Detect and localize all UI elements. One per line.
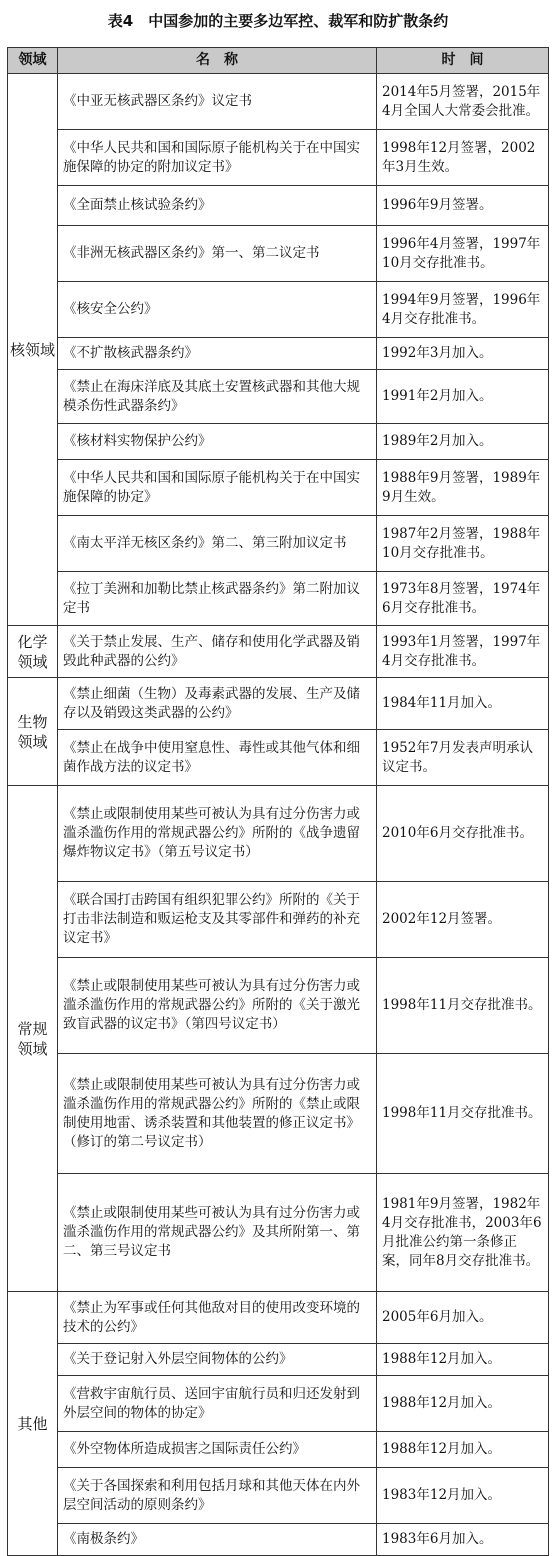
treaty-name-cell: 《禁止细菌（生物）及毒素武器的发展、生产及储存以及销毁这类武器的公约》 xyxy=(58,678,377,730)
domain-cell: 常规 领域 xyxy=(8,786,58,1292)
treaty-time-cell: 1952年7月发表声明承认议定书。 xyxy=(377,730,549,786)
table-row xyxy=(8,516,549,572)
treaty-time-cell: 2002年12月签署。 xyxy=(377,882,549,958)
treaty-name-cell: 《联合国打击跨国有组织犯罪公约》所附的《关于打击非法制造和贩运枪支及其零部件和弹药的补充议定书》 xyxy=(58,882,377,958)
treaty-name-cell: 《禁止或限制使用某些可被认为具有过分伤害力或滥杀滥伤作用的常规武器公约》及其所附第一、第二、第三号议定书 xyxy=(58,1174,377,1292)
treaty-time-cell: 1998年11月交存批准书。 xyxy=(377,958,549,1054)
treaty-name-cell: 《不扩散核武器条约》 xyxy=(58,338,377,370)
table-row xyxy=(8,186,549,226)
treaty-name-cell: 《南极条约》 xyxy=(58,1524,377,1556)
treaty-time-cell: 1988年9月签署，1989年9月生效。 xyxy=(377,460,549,516)
treaty-name-cell: 《拉丁美洲和加勒比禁止核武器条约》第二附加议定书 xyxy=(58,572,377,626)
header-name: 名 称 xyxy=(58,48,377,74)
treaty-name-cell: 《南太平洋无核区条约》第二、第三附加议定书 xyxy=(58,516,377,572)
treaty-name-cell: 《中华人民共和国和国际原子能机构关于在中国实施保障的协定的附加议定书》 xyxy=(58,130,377,186)
table-row xyxy=(8,460,549,516)
table-row xyxy=(8,74,549,130)
table-body xyxy=(8,74,549,1556)
treaty-time-cell: 2010年6月交存批准书。 xyxy=(377,786,549,882)
treaty-name-cell: 《中亚无核武器区条约》议定书 xyxy=(58,74,377,130)
table-row xyxy=(8,1468,549,1524)
treaty-time-cell: 1983年12月加入。 xyxy=(377,1468,549,1524)
treaty-time-cell: 1988年12月加入。 xyxy=(377,1432,549,1468)
treaty-name-cell: 《禁止在战争中使用窒息性、毒性或其他气体和细菌作战方法的议定书》 xyxy=(58,730,377,786)
treaty-time-cell: 1996年9月签署。 xyxy=(377,186,549,226)
treaty-time-cell: 1987年2月签署，1988年10月交存批准书。 xyxy=(377,516,549,572)
table-row xyxy=(8,226,549,282)
domain-cell: 化学 领域 xyxy=(8,626,58,678)
table-row xyxy=(8,958,549,1054)
table-row xyxy=(8,1376,549,1432)
treaty-name-cell: 《核安全公约》 xyxy=(58,282,377,338)
treaty-time-cell: 1998年11月交存批准书。 xyxy=(377,1054,549,1174)
treaty-name-cell: 《非洲无核武器区条约》第一、第二议定书 xyxy=(58,226,377,282)
treaty-time-cell: 1993年1月签署，1997年4月交存批准书。 xyxy=(377,626,549,678)
header-domain: 领域 xyxy=(8,48,58,74)
treaty-time-cell: 1996年4月签署，1997年10月交存批准书。 xyxy=(377,226,549,282)
treaty-name-cell: 《禁止或限制使用某些可被认为具有过分伤害力或滥杀滥伤作用的常规武器公约》所附的《禁止或限制使用地雷、诱杀装置和其他装置的修正议定书》（修订的第二号议定书） xyxy=(58,1054,377,1174)
treaty-name-cell: 《禁止或限制使用某些可被认为具有过分伤害力或滥杀滥伤作用的常规武器公约》所附的《战争遗留爆炸物议定书》（第五号议定书） xyxy=(58,786,377,882)
table-row xyxy=(8,730,549,786)
header-time: 时 间 xyxy=(377,48,549,74)
treaty-time-cell: 1988年12月加入。 xyxy=(377,1344,549,1376)
treaty-name-cell: 《全面禁止核试验条约》 xyxy=(58,186,377,226)
treaty-name-cell: 《禁止在海床洋底及其底土安置核武器和其他大规模杀伤性武器条约》 xyxy=(58,370,377,424)
treaty-time-cell: 1984年11月加入。 xyxy=(377,678,549,730)
table-row xyxy=(8,338,549,370)
table-row xyxy=(8,282,549,338)
table-row xyxy=(8,1054,549,1174)
table-row xyxy=(8,678,549,730)
treaty-time-cell: 1981年9月签署，1982年4月交存批准书，2003年6月批准公约第一条修正案，同年8月交存批准书。 xyxy=(377,1174,549,1292)
treaty-time-cell: 1983年6月加入。 xyxy=(377,1524,549,1556)
table-row xyxy=(8,1524,549,1556)
treaty-name-cell: 《关于登记射入外层空间物体的公约》 xyxy=(58,1344,377,1376)
treaty-name-cell: 《关于禁止发展、生产、储存和使用化学武器及销毁此种武器的公约》 xyxy=(58,626,377,678)
table-row xyxy=(8,626,549,678)
treaty-time-cell: 1992年3月加入。 xyxy=(377,338,549,370)
treaty-time-cell: 1998年12月签署，2002年3月生效。 xyxy=(377,130,549,186)
domain-cell: 生物 领域 xyxy=(8,678,58,786)
table-row xyxy=(8,1344,549,1376)
treaty-name-cell: 《禁止或限制使用某些可被认为具有过分伤害力或滥杀滥伤作用的常规武器公约》所附的《关于激光致盲武器的议定书》（第四号议定书） xyxy=(58,958,377,1054)
table-row xyxy=(8,882,549,958)
treaty-time-cell: 1988年12月加入。 xyxy=(377,1376,549,1432)
table-row xyxy=(8,572,549,626)
treaty-time-cell: 2005年6月加入。 xyxy=(377,1292,549,1344)
table-row xyxy=(8,1174,549,1292)
domain-cell: 其他 xyxy=(8,1292,58,1556)
treaty-name-cell: 《中华人民共和国和国际原子能机构关于在中国实施保障的协定》 xyxy=(58,460,377,516)
table-row xyxy=(8,130,549,186)
treaty-time-cell: 2014年5月签署，2015年4月全国人大常委会批准。 xyxy=(377,74,549,130)
treaty-time-cell: 1989年2月加入。 xyxy=(377,424,549,460)
table-title: 表4 中国参加的主要多边军控、裁军和防扩散条约 xyxy=(107,12,449,30)
treaty-name-cell: 《禁止为军事或任何其他敌对目的使用改变环境的技术的公约》 xyxy=(58,1292,377,1344)
treaty-time-cell: 1973年8月签署，1974年6月交存批准书。 xyxy=(377,572,549,626)
table-row xyxy=(8,786,549,882)
treaty-name-cell: 《关于各国探索和利用包括月球和其他天体在内外层空间活动的原则条约》 xyxy=(58,1468,377,1524)
table-row xyxy=(8,1432,549,1468)
treaty-time-cell: 1991年2月加入。 xyxy=(377,370,549,424)
treaty-time-cell: 1994年9月签署，1996年4月交存批准书。 xyxy=(377,282,549,338)
table-row xyxy=(8,370,549,424)
treaty-name-cell: 《外空物体所造成损害之国际责任公约》 xyxy=(58,1432,377,1468)
domain-cell: 核领域 xyxy=(8,74,58,626)
table-row xyxy=(8,1292,549,1344)
treaty-table xyxy=(7,47,549,1556)
table-header-row xyxy=(8,48,549,74)
table-row xyxy=(8,424,549,460)
treaty-name-cell: 《营救宇宙航行员、送回宇宙航行员和归还发射到外层空间的物体的协定》 xyxy=(58,1376,377,1432)
treaty-name-cell: 《核材料实物保护公约》 xyxy=(58,424,377,460)
